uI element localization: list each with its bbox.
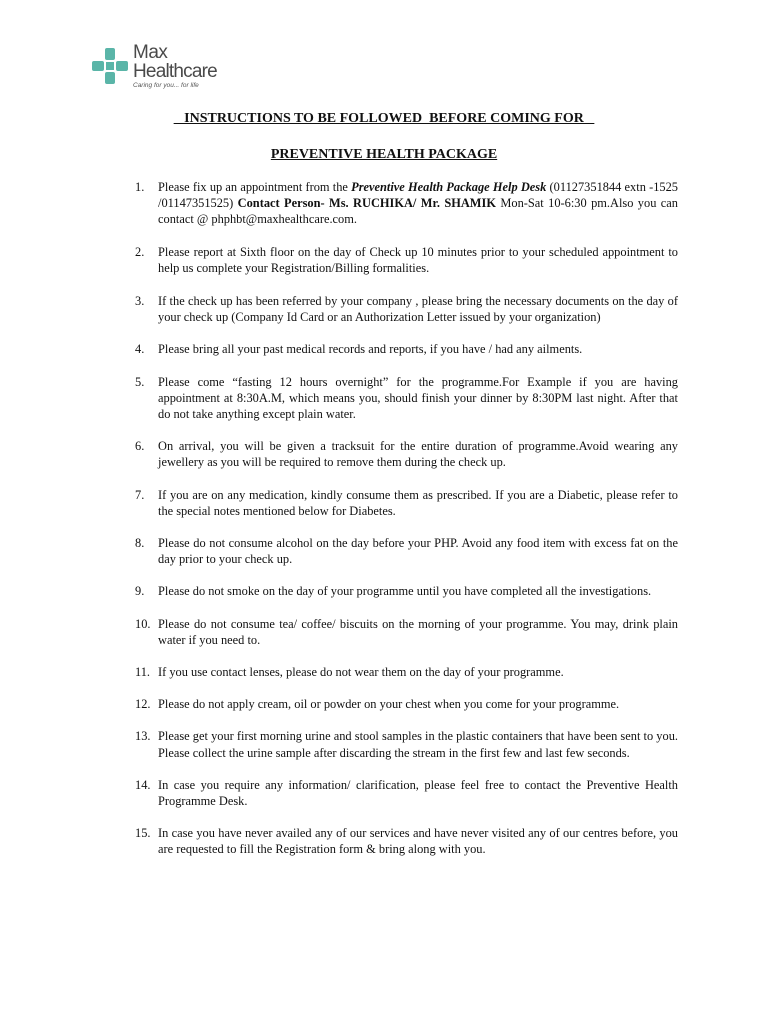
item-text: On arrival, you will be given a tracksuit for the entire duration of programme.Avoid wearing any jewellery as you will be required to remove them during the check up.	[158, 439, 678, 470]
item-number: 2.	[135, 244, 145, 259]
item-text: If you use contact lenses, please do not wear them on the day of your programme.	[158, 665, 564, 680]
item-number: 12.	[135, 697, 151, 712]
item-text: (01127351844 extn -1525 /01147351525)	[158, 180, 678, 211]
item-text: In case you require any information/ clarification, please feel free to contact the Preventive Health Programme Desk.	[158, 777, 678, 809]
list-item	[135, 244, 678, 276]
item-text: Please do not consume alcohol on the day before your PHP. Avoid any food item with excess fat on the day prior to your check up.	[158, 536, 678, 567]
item-text: If you are on any medication, kindly consume them as prescribed. If you are a Diabetic, please refer to the special notes mentioned below for Diabetes.	[158, 487, 678, 518]
help-desk-name: Preventive Health Package Help Desk	[351, 180, 550, 194]
list-item	[135, 374, 678, 423]
list-item	[135, 616, 678, 648]
item-text: Please do not apply cream, oil or powder on your chest when you come for your programme.	[158, 697, 620, 712]
item-number: 10.	[135, 616, 151, 631]
item-number: 11.	[135, 665, 151, 680]
item-number: 7.	[135, 487, 145, 502]
list-item	[135, 777, 678, 809]
list-item	[135, 728, 678, 760]
logo-tagline: Caring for you... for life	[133, 82, 199, 89]
item-number: 14.	[135, 777, 151, 792]
list-item	[135, 535, 678, 567]
item-number: 1.	[135, 180, 145, 194]
item-number: 13.	[135, 729, 151, 744]
instruction-list	[135, 179, 678, 858]
list-item	[135, 583, 678, 599]
medical-cross-logo-icon	[90, 46, 130, 86]
item-text: Please do not smoke on the day of your programme until you have completed all the investigations.	[158, 584, 652, 599]
list-item	[135, 293, 678, 325]
item-text: Please do not consume tea/ coffee/ biscuits on the morning of your programme. You may, drink plain water if you need to.	[158, 616, 678, 647]
list-item	[135, 696, 678, 712]
list-item	[135, 487, 678, 519]
item-text: Please get your first morning urine and stool samples in the plastic containers that have been sent to you. Please collect the urine sample after discarding the stream in the first few and last few seconds.	[158, 729, 678, 760]
item-number: 5.	[135, 374, 145, 389]
list-item	[135, 664, 678, 680]
item-number: 15.	[135, 826, 151, 841]
logo-name-line1: Max	[133, 42, 168, 63]
max-healthcare-logo	[90, 44, 240, 94]
item-number: 8.	[135, 536, 145, 551]
list-item	[135, 341, 678, 357]
item-number: 6.	[135, 439, 145, 454]
document-title-line2: PREVENTIVE HEALTH PACKAGE	[270, 147, 498, 162]
item-number: 4.	[135, 342, 145, 357]
item-text: Please fix up an appointment from the	[158, 180, 352, 194]
item-text: Please report at Sixth floor on the day of Check up 10 minutes prior to your scheduled appointment to help us complete your Registration/Billing formalities.	[158, 244, 678, 275]
document-title-line1: INSTRUCTIONS TO BE FOLLOWED BEFORE COMING FOR	[173, 111, 595, 126]
list-item	[135, 179, 678, 228]
item-text: Mon-Sat 10-6:30 pm.Also you can contact @ phphbt@maxhealthcare.com.	[158, 196, 678, 227]
item-text: Please bring all your past medical records and reports, if you have / had any ailments.	[158, 342, 583, 357]
item-number: 9.	[135, 584, 145, 599]
item-number: 3.	[135, 294, 145, 309]
list-item	[135, 438, 678, 470]
list-item	[135, 825, 678, 857]
logo-name-line2: Healthcare	[133, 61, 217, 82]
item-text: Please come “fasting 12 hours overnight” for the programme.For Example if you are having appointment at 8:30A.M, which means you, should finish your dinner by 8:30PM last night. After that do not take anything except plain water.	[158, 374, 678, 422]
item-text: In case you have never availed any of our services and have never visited any of our centres before, you are requested to fill the Registration form & bring along with you.	[158, 826, 678, 857]
item-text: If the check up has been referred by your company , please bring the necessary documents on the day of your check up (Company Id Card or an Authorization Letter issued by your organization)	[158, 294, 678, 325]
contact-person: Contact Person- Ms. RUCHIKA/ Mr. SHAMIK	[237, 196, 496, 211]
